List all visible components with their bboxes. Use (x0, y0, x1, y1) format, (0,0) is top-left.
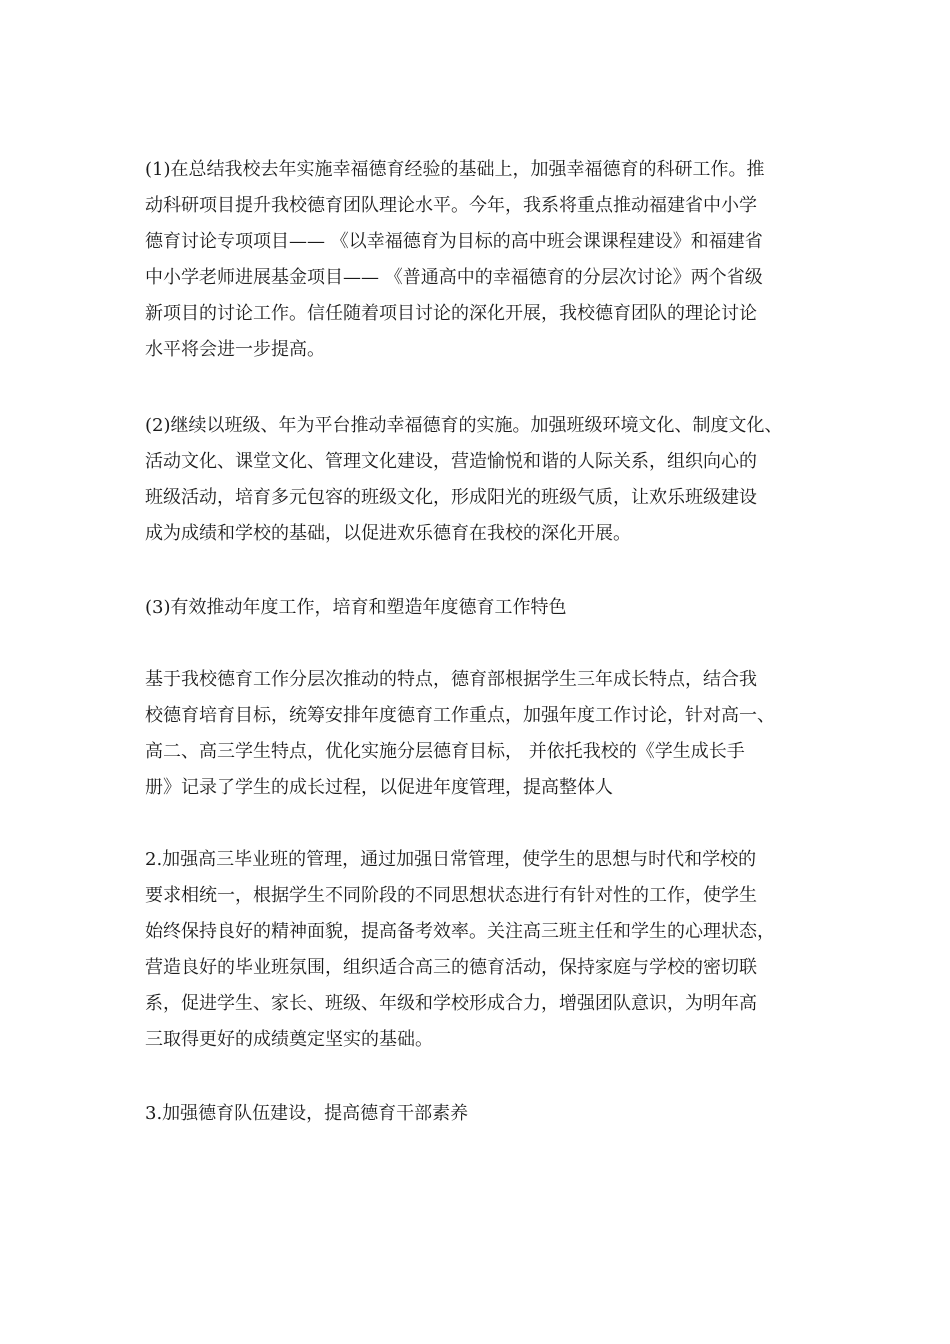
text-line: 三取得更好的成绩奠定坚实的基础。 (145, 1029, 433, 1050)
text-line: 校德育培育目标，统筹安排年度德育工作重点，加强年度工作讨论，针对高一、 (145, 705, 775, 726)
text-line: 系，促进学生、家长、班级、年级和学校形成合力，增强团队意识，为明年高 (145, 993, 757, 1014)
text-line: 营造良好的毕业班氛围，组织适合高三的德育活动，保持家庭与学校的密切联 (145, 957, 757, 978)
text-line: 基于我校德育工作分层次推动的特点，德育部根据学生三年成长特点，结合我 (145, 669, 757, 690)
text-line: 始终保持良好的精神面貌，提高备考效率。关注高三班主任和学生的心理状态， (145, 921, 775, 942)
text-line: 新项目的讨论工作。信任随着项目讨论的深化开展，我校德育团队的理论讨论 (145, 303, 757, 324)
paragraph-2-class-culture (145, 408, 835, 552)
paragraph-5-graduating-class (145, 842, 835, 1058)
paragraph-4-layered-education (145, 662, 835, 806)
text-line: 要求相统一，根据学生不同阶段的不同思想状态进行有针对性的工作，使学生 (145, 885, 757, 906)
text-line: 班级活动，培育多元包容的班级文化，形成阳光的班级气质，让欢乐班级建设 (145, 487, 757, 508)
text-line: 册》记录了学生的成长过程，以促进年度管理，提高整体人 (145, 777, 613, 798)
text-line: (2)继续以班级、年为平台推动幸福德育的实施。加强班级环境文化、制度文化、 (145, 415, 783, 436)
text-line: 水平将会进一步提高。 (145, 339, 325, 360)
text-line: 中小学老师进展基金项目—— 《普通高中的幸福德育的分层次讨论》两个省级 (145, 267, 763, 288)
text-line: 3.加强德育队伍建设，提高德育干部素养 (145, 1103, 469, 1124)
text-line: (1)在总结我校去年实施幸福德育经验的基础上，加强幸福德育的科研工作。推 (145, 159, 765, 180)
text-line: 德育讨论专项项目—— 《以幸福德育为目标的高中班会课课程建设》和福建省 (145, 231, 763, 252)
text-line: 成为成绩和学校的基础，以促进欢乐德育在我校的深化开展。 (145, 523, 631, 544)
text-line: 活动文化、课堂文化、管理文化建设，营造愉悦和谐的人际关系，组织向心的 (145, 451, 757, 472)
paragraph-6-team-building (145, 1096, 835, 1132)
paragraph-1-research-work (145, 152, 835, 368)
text-line: 动科研项目提升我校德育团队理论水平。今年，我系将重点推动福建省中小学 (145, 195, 757, 216)
text-line: 高二、高三学生特点，优化实施分层德育目标， 并依托我校的《学生成长手 (145, 741, 745, 762)
text-line: 2.加强高三毕业班的管理，通过加强日常管理，使学生的思想与时代和学校的 (145, 849, 757, 870)
paragraph-3-annual-work (145, 590, 835, 626)
text-line: (3)有效推动年度工作，培育和塑造年度德育工作特色 (145, 597, 567, 618)
